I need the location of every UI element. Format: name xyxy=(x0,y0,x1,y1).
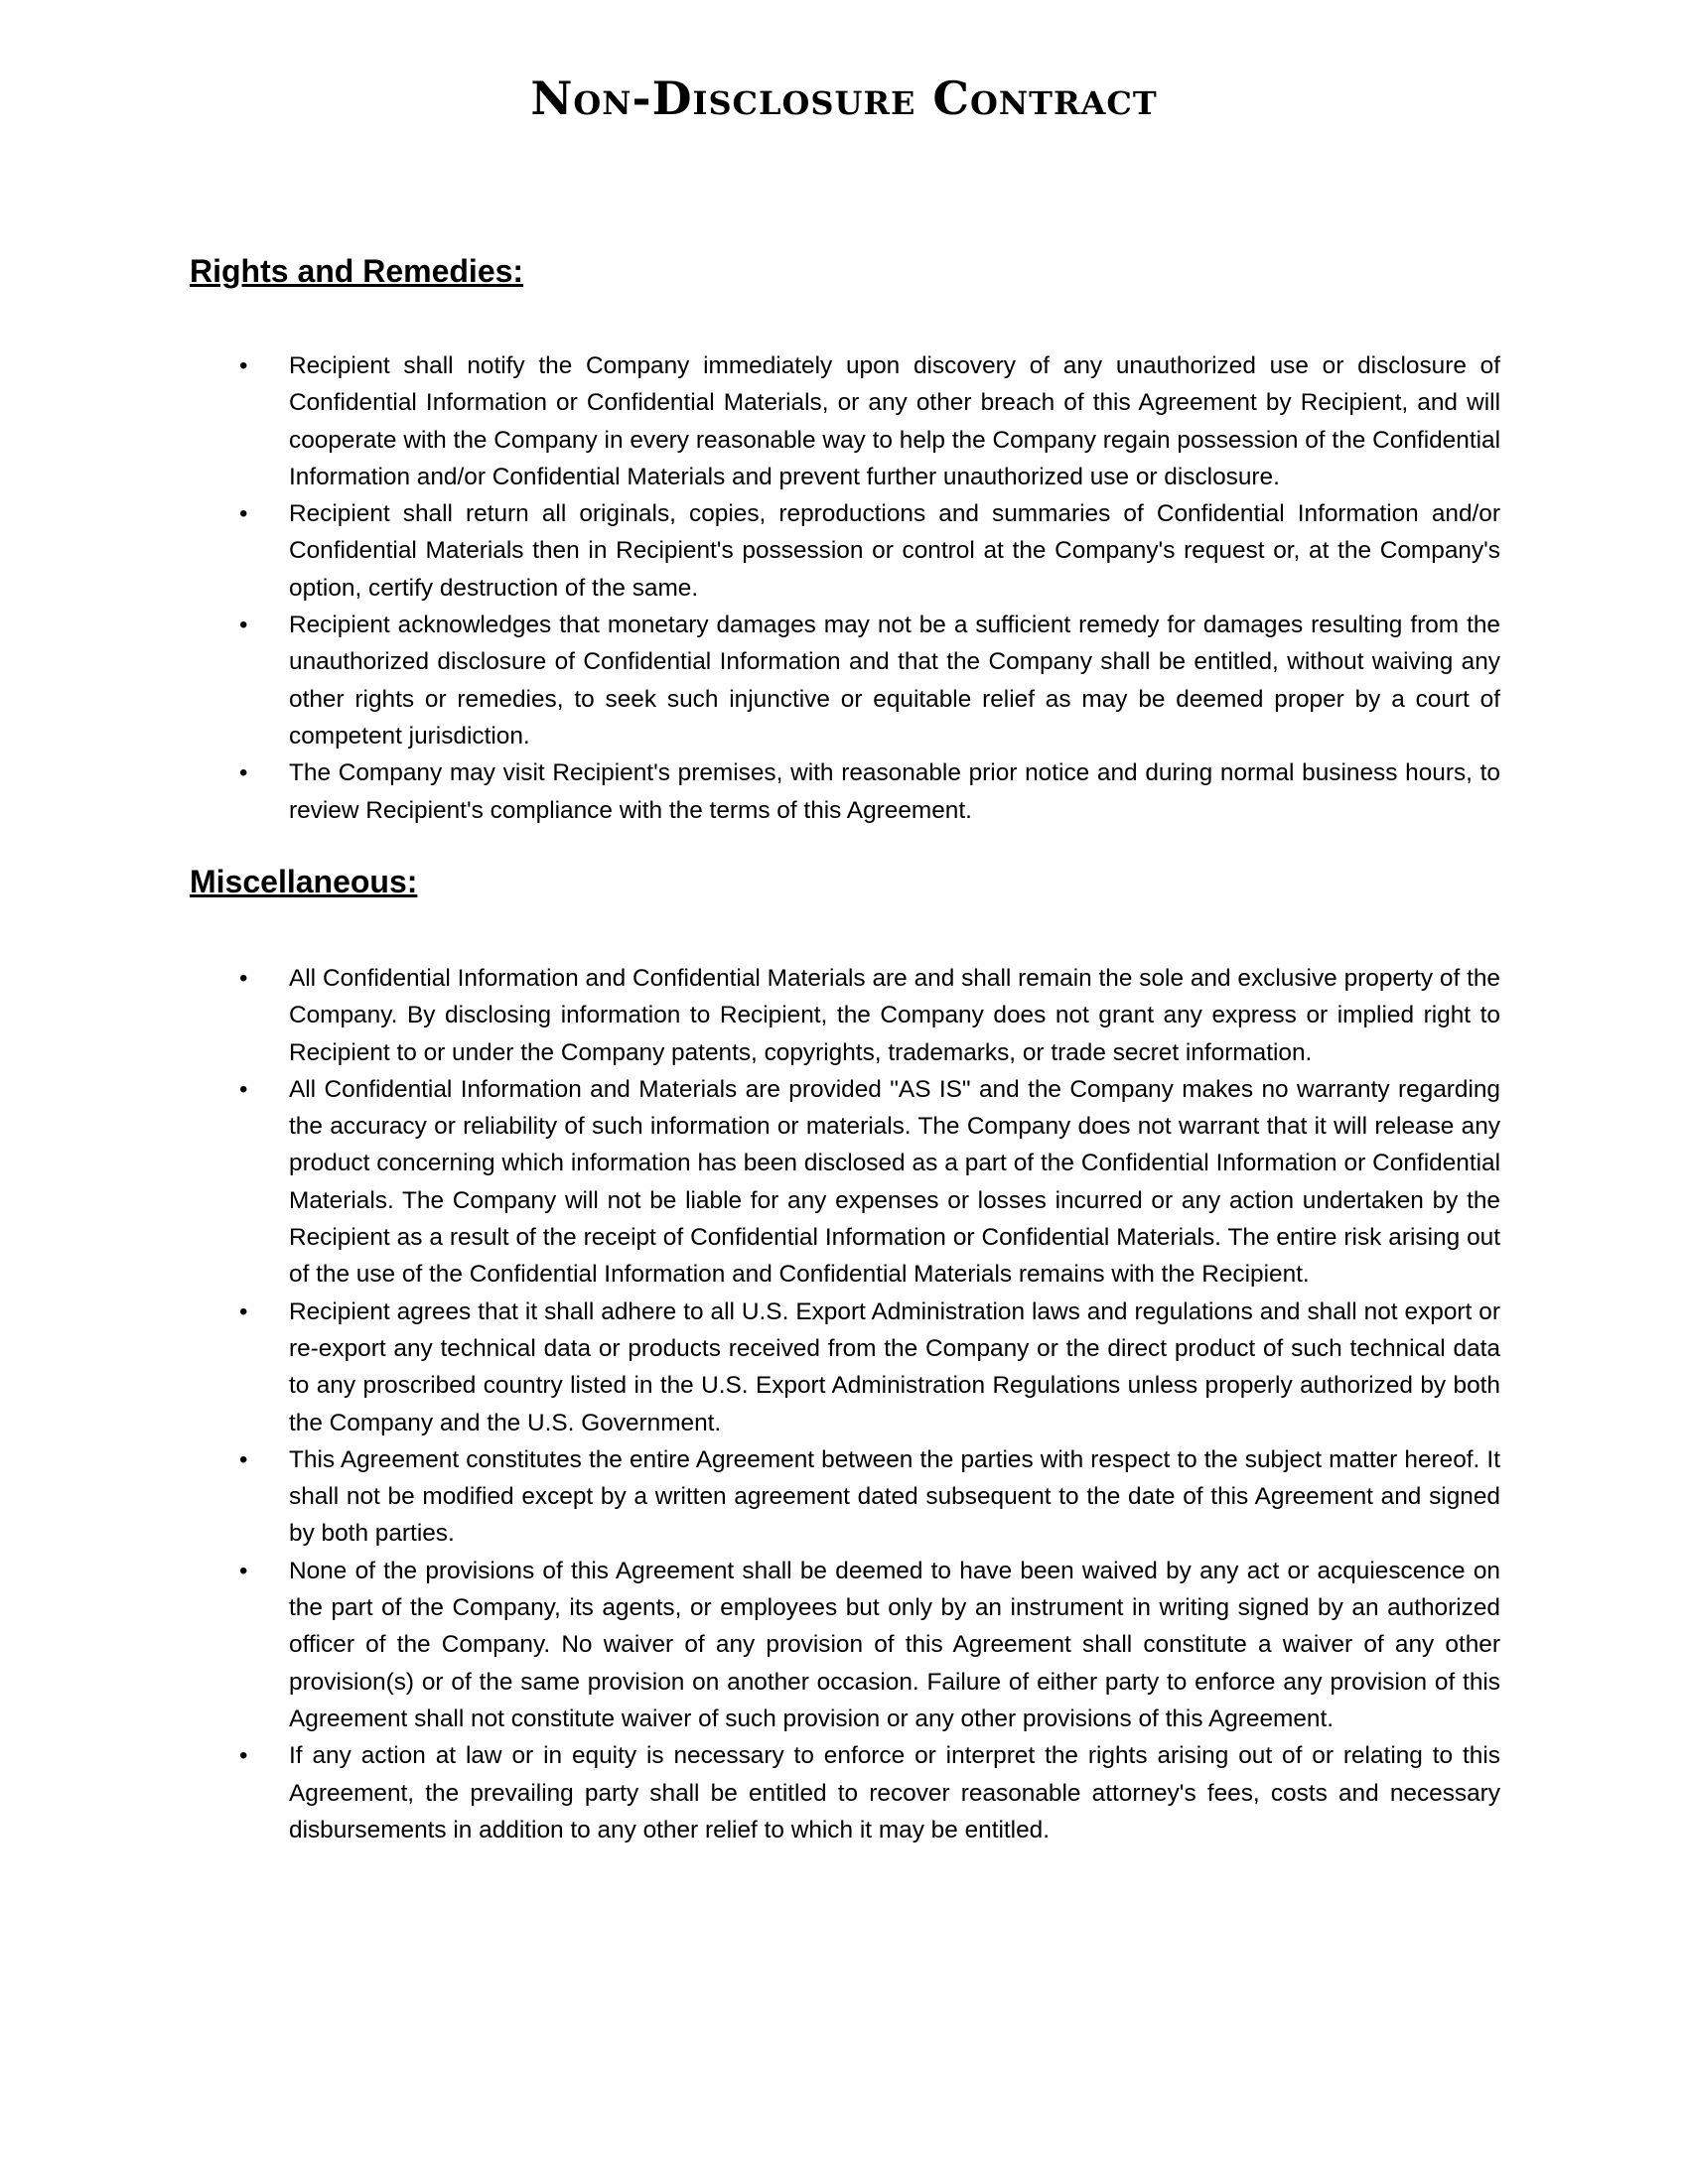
list-item xyxy=(190,754,1500,829)
bullet-icon: • xyxy=(239,965,248,992)
clause-text: Recipient shall return all originals, copies, reproductions and summaries of Confidential Information and/or Confidential Materials then in Recipient's possession or control at the Company's request or, at the Company's option, certify destruction of the same. xyxy=(289,500,1500,602)
list-item xyxy=(190,1294,1500,1441)
clause-text: If any action at law or in equity is necessary to enforce or interpret the rights arising out of or relating to this Agreement, the prevailing party shall be entitled to recover reasonable attorney's fees, costs and necessary disbursements in addition to any other relief to which it may be entitled. xyxy=(289,1742,1500,1843)
list-item xyxy=(190,1737,1500,1848)
bullet-icon: • xyxy=(239,1557,248,1584)
list-item xyxy=(190,495,1500,607)
clause-text: All Confidential Information and Confidential Materials are and shall remain the sole and exclusive property of the Company. By disclosing information to Recipient, the Company does not grant any express or implied right to Recipient to or under the Company patents, copyrights, trademarks, or trade secret information. xyxy=(289,965,1500,1066)
section-heading-miscellaneous: Miscellaneous: xyxy=(190,864,418,899)
clause-text: The Company may visit Recipient's premises, with reasonable prior notice and during normal business hours, to review Recipient's compliance with the terms of this Agreement. xyxy=(289,759,1500,824)
document-title: Non-Disclosure Contract xyxy=(530,71,1158,125)
section-heading-rights-and-remedies: Rights and Remedies: xyxy=(190,253,524,289)
bullet-icon: • xyxy=(239,612,248,639)
bullet-icon: • xyxy=(239,1297,248,1325)
bullet-icon: • xyxy=(239,1075,248,1103)
bullet-icon: • xyxy=(239,500,248,528)
list-item xyxy=(190,960,1500,1071)
bullet-icon: • xyxy=(239,352,248,379)
bullet-icon: • xyxy=(239,1445,248,1473)
clause-text: This Agreement constitutes the entire Agreement between the parties with respect to the subject matter hereof. It shall not be modified except by a written agreement dated subsequent to the date of this Agreement and signed by both parties. xyxy=(289,1445,1500,1548)
clause-text: Recipient agrees that it shall adhere to all U.S. Export Administration laws and regulations and shall not export or re-export any technical data or products received from the Company or the direct product of such technical data to any proscribed country listed in the U.S. Export Administration Regulations unless properly authorized by both the Company and the U.S. Government. xyxy=(289,1297,1500,1436)
clause-text: Recipient shall notify the Company immediately upon discovery of any unauthorized use or disclosure of Confidential Information or Confidential Materials, or any other breach of this Agreement by Recipient, and will cooperate with the Company in every reasonable way to help the Company regain possession of the Confidential Information and/or Confidential Materials and prevent further unauthorized use or disclosure. xyxy=(289,352,1500,490)
list-item xyxy=(190,1071,1500,1294)
bullet-icon: • xyxy=(239,759,248,787)
clause-text: None of the provisions of this Agreement shall be deemed to have been waived by any act or acquiescence on the part of the Company, its agents, or employees but only by an instrument in writing signed by an authorized officer of the Company. No waiver of any provision of this Agreement shall constitute a waiver of any other provision(s) or of the same provision on another occasion. Failure of either party to enforce any provision of this Agreement shall not constitute waiver of such provision or any other provisions of this Agreement. xyxy=(289,1557,1500,1732)
list-item xyxy=(190,1553,1500,1737)
rights-and-remedies-list xyxy=(190,347,1500,829)
list-item xyxy=(190,1441,1500,1553)
list-item xyxy=(190,607,1500,754)
clause-text: All Confidential Information and Materials are provided "AS IS" and the Company makes no warranty regarding the accuracy or reliability of such information or materials. The Company does not warrant that it will release any product concerning which information has been disclosed as a part of the Confidential Information or Confidential Materials. The Company will not be liable for any expenses or losses incurred or any action undertaken by the Recipient as a result of the receipt of Confidential Information or Confidential Materials. The entire risk arising out of the use of the Confidential Information and Confidential Materials remains with the Recipient. xyxy=(289,1075,1500,1289)
bullet-icon: • xyxy=(239,1742,248,1770)
clause-text: Recipient acknowledges that monetary damages may not be a sufficient remedy for damages resulting from the unauthorized disclosure of Confidential Information and that the Company shall be entitled, without waiving any other rights or remedies, to seek such injunctive or equitable relief as may be deemed proper by a court of competent jurisdiction. xyxy=(289,612,1500,750)
list-item xyxy=(190,347,1500,495)
miscellaneous-list xyxy=(190,960,1500,1848)
